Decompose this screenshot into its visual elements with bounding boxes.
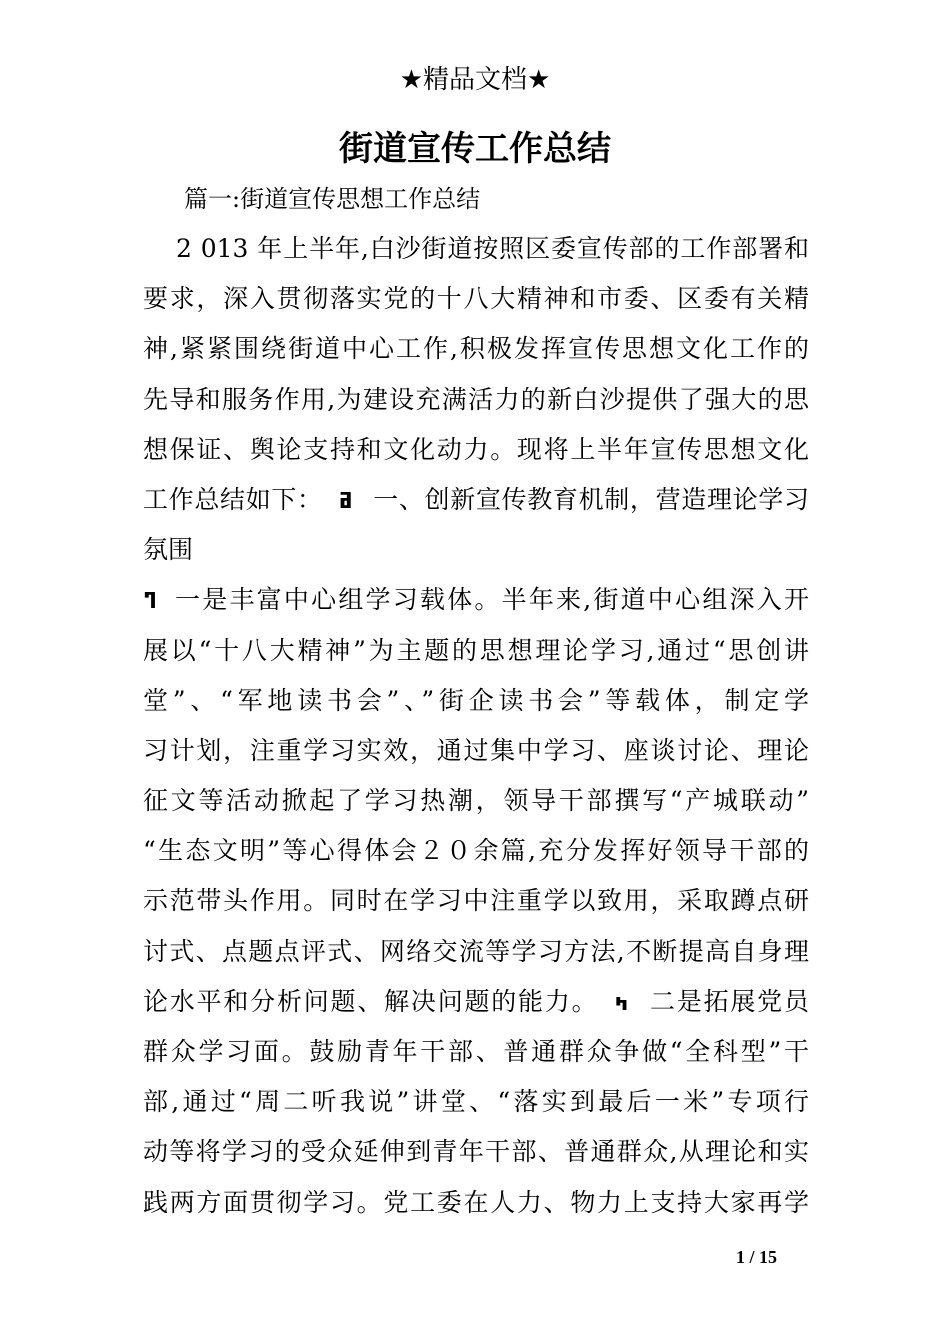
text-line: “生态文明”等心得体会２０余篇,充分发挥好领导干部的 — [143, 836, 809, 866]
text-line: 动等将学习的受众延伸到青年干部、普通群众,从理论和实 — [143, 1137, 809, 1167]
text-line: 展以“十八大精神”为主题的思想理论学习,通过“思创讲 — [143, 635, 809, 665]
text-line — [143, 575, 809, 625]
text-segment: 一、创新宣传教育机制，营造理论学习 — [372, 484, 809, 514]
page-number: 1 / 15 — [736, 1247, 778, 1267]
text-line: 神,紧紧围绕街道中心工作,积极发挥宣传思想文化工作的 — [143, 334, 809, 364]
text-line: 2 013 年上半年,白沙街道按照区委宣传部的工作部署和 — [176, 234, 809, 263]
text-segment: 二是拓展党员 — [648, 986, 809, 1016]
text-line: 想保证、舆论支持和文化动力。现将上半年宣传思想文化 — [143, 434, 809, 464]
text-line: 讨式、点题点评式、网络交流等学习方法,不断提高自身理 — [143, 936, 809, 966]
text-line — [143, 475, 809, 525]
text-line: 堂”、“军地读书会”、”街企读书会”等载体，制定学 — [143, 685, 809, 715]
text-segment: 论水平和分析问题、解决问题的能力。 — [143, 986, 599, 1016]
bullet-glyph-icon: ߥ — [338, 488, 353, 514]
text-line: 习计划，注重学习实效，通过集中学习、座谈讨论、理论 — [143, 735, 809, 765]
header-banner: ★精品文档★ — [399, 65, 551, 95]
body-text — [143, 224, 809, 1228]
section-heading: 篇一:街道宣传思想工作总结 — [184, 185, 481, 213]
text-line: 氛围 — [143, 535, 194, 565]
text-segment: 工作总结如下： — [143, 484, 323, 514]
text-line: 群众学习面。鼓励青年干部、普通群众争做“全科型”干 — [143, 1037, 809, 1066]
bullet-glyph-icon: ߣ — [143, 589, 157, 615]
text-line — [143, 977, 809, 1027]
text-line: 要求，深入贯彻落实党的十八大精神和市委、区委有关精 — [143, 284, 809, 314]
text-line: 示范带头作用。同时在学习中注重学以致用，采取蹲点研 — [143, 886, 809, 916]
text-segment: 一是丰富中心组学习载体。半年来,街道中心组深入开 — [172, 585, 809, 615]
text-line: 先导和服务作用,为建设充满活力的新白沙提供了强大的思 — [143, 384, 809, 414]
text-line: 征文等活动掀起了学习热潮，领导干部撰写“产城联动” — [143, 786, 809, 816]
document-title: 街道宣传工作总结 — [339, 129, 611, 169]
text-line: 践两方面贯彻学习。党工委在人力、物力上支持大家再学 — [143, 1187, 809, 1217]
bullet-glyph-icon: ߤ — [614, 990, 629, 1016]
text-line: 部,通过“周二听我说”讲堂、“落实到最后一米”专项行 — [143, 1087, 809, 1117]
